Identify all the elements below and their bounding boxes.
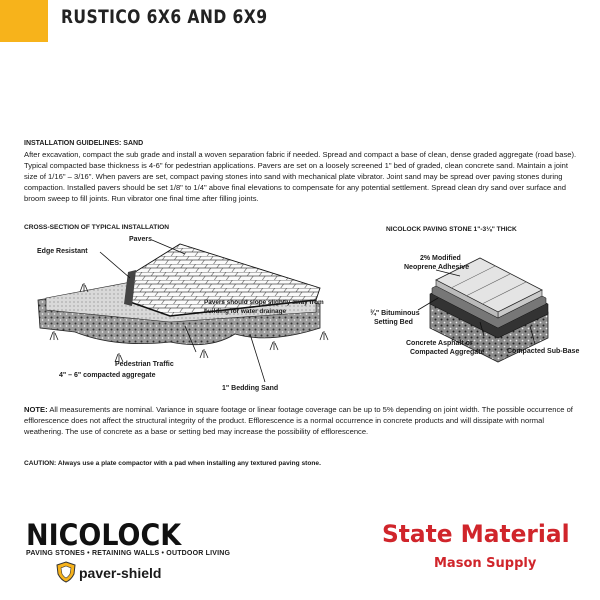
- installation-body: After excavation, compact the sub grade and install a woven separation fabric if needed. Spread and compact a base of clean, dense graded aggregate (road base). Typical compacted base thickness is 4-6" for pedestrian applications. Pavers are set on a loosely screened 1" bed of graded, clean concrete sand. Maintain a joint size of 1/16" – 3/16". When pavers are set, compact paving stones into sand with mechanical plate vibrator. Joint sand may be spread over paving stones during compaction. Installed pavers should be set 1/8" to 1/4" above final elevations to compensate for any potential settlement. Spread clean dry sand over surface and broom sweep to fill joints. Run vibrator one final time after filling joints.: [24, 150, 577, 203]
- note-prefix: NOTE:: [24, 405, 48, 414]
- nicolock-logo: NICOLOCK: [26, 518, 182, 552]
- label-slope-note: Pavers should slope slightly away from building for water drainage: [204, 299, 324, 315]
- label-pavers: Pavers: [129, 236, 152, 243]
- stone-section-heading: NICOLOCK PAVING STONE 1"-3⅛" THICK: [386, 226, 517, 233]
- caution-text: CAUTION: Always use a plate compactor with a pad when installing any textured paving stone.: [24, 460, 321, 467]
- label-bituminous-line2: Setting Bed: [374, 319, 413, 326]
- label-adhesive-line1: 2% Modified: [420, 255, 461, 262]
- label-asphalt-line2: Compacted Aggregate: [410, 349, 485, 356]
- label-asphalt-line1: Concrete Asphalt or: [406, 340, 473, 347]
- label-pedestrian-traffic: Pedestrian Traffic: [115, 361, 174, 368]
- label-adhesive-line2: Neoprene Adhesive: [404, 264, 470, 271]
- paver-shield-logo-text: paver-shield: [79, 565, 162, 581]
- label-bituminous-line1: ¾" Bituminous: [370, 310, 420, 317]
- label-edge-resistant: Edge Resistant: [37, 248, 88, 255]
- state-material-logo: State Material: [382, 520, 570, 548]
- page-title: RUSTICO 6X6 AND 6X9: [61, 6, 268, 28]
- mason-supply-text: Mason Supply: [434, 556, 537, 571]
- installation-heading: INSTALLATION GUIDELINES: SAND: [24, 140, 144, 147]
- label-aggregate: 4" – 6" compacted aggregate: [59, 372, 156, 379]
- note-paragraph: [24, 405, 580, 438]
- label-bedding-sand: 1" Bedding Sand: [222, 385, 279, 392]
- nicolock-tagline: PAVING STONES • RETAINING WALLS • OUTDOOR LIVING: [26, 550, 231, 557]
- paver-shield-icon: [56, 561, 76, 583]
- header-accent-block: [0, 0, 48, 42]
- label-sub-base: Compacted Sub-Base: [507, 348, 580, 355]
- note-text: All measurements are nominal. Variance in square footage or linear footage coverage can be up to 5% depending on joint width. The possible occurrence of efflorescence does not affect the structural integrity of the product. Efflorescence is a normal occurrence in concrete products and will dissipate with normal weathering. The use of concrete as a base or setting bed may increase the possibility of efflorescence.: [24, 405, 573, 436]
- cross-section-heading: CROSS-SECTION OF TYPICAL INSTALLATION: [24, 224, 170, 231]
